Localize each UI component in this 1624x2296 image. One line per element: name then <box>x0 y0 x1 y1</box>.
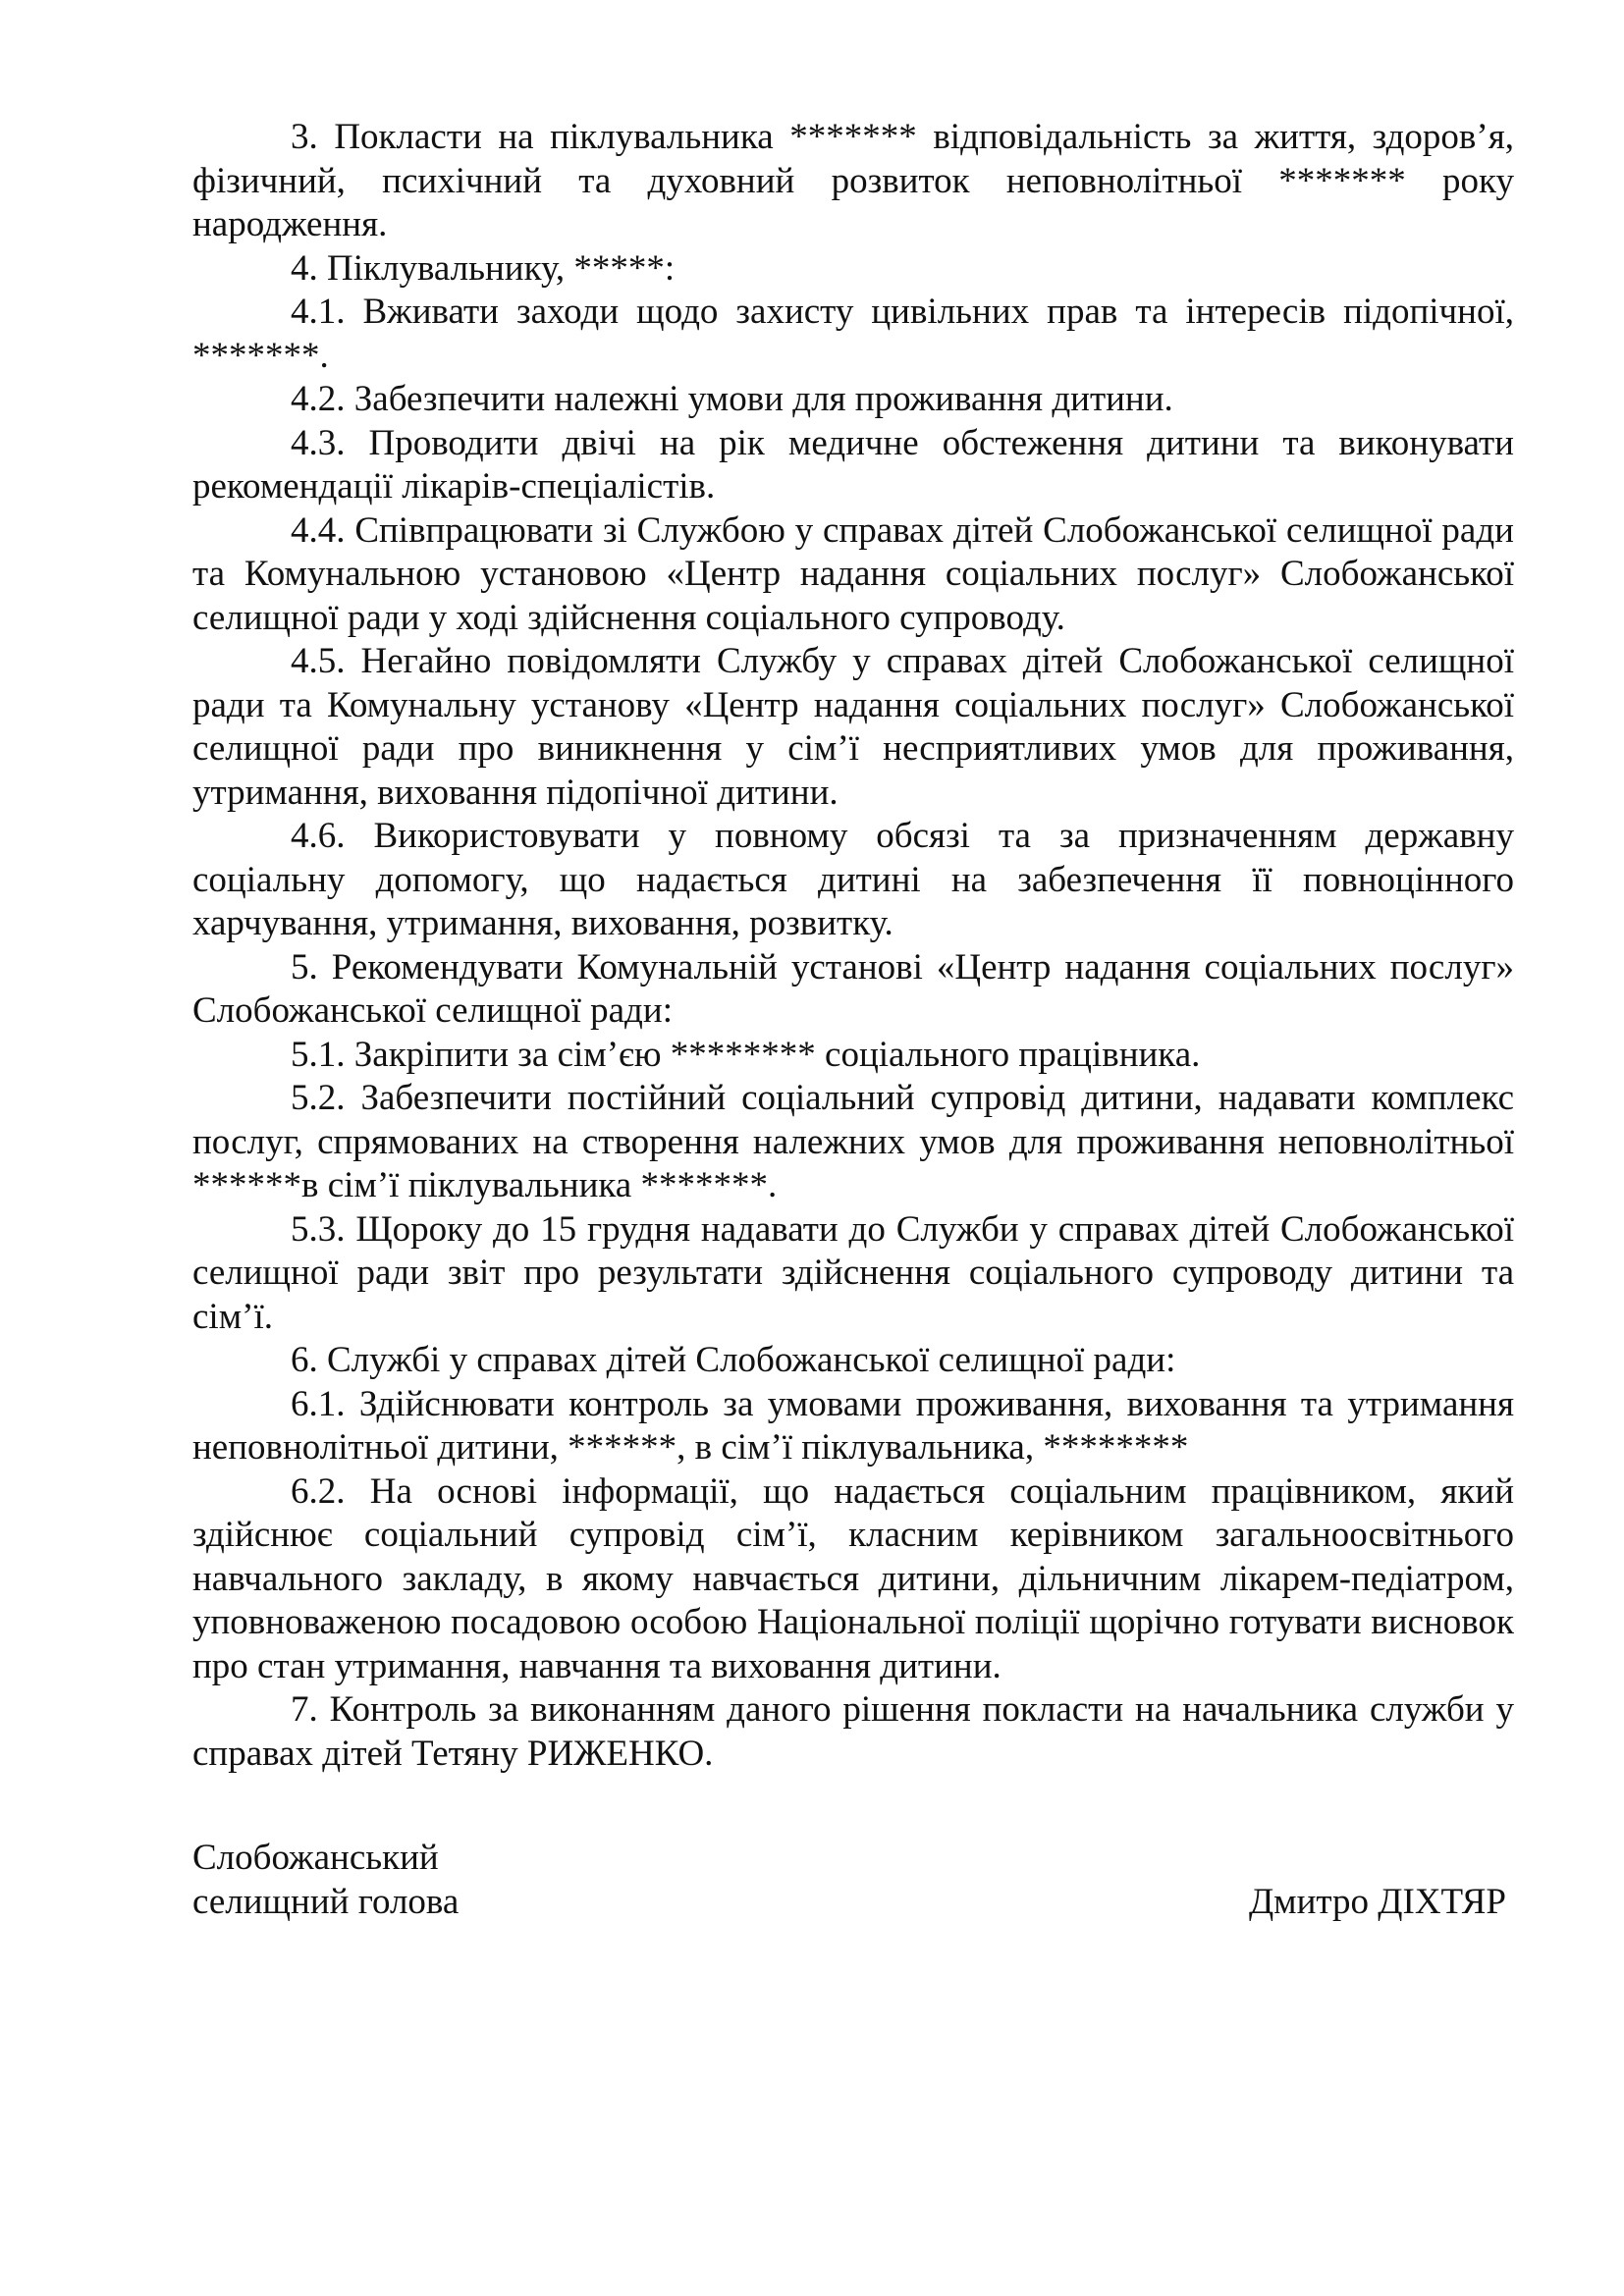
signatory-title-line-2: селищний голова <box>192 1881 460 1922</box>
paragraph-6: 6. Службі у справах дітей Слобожанської селищної ради: <box>291 1340 1176 1380</box>
paragraph-6-2: 6.2. На основі інформації, що надається соціальним працівником, який здійснює соціальний супровід сім’ї, класним керівником загальноосвітнього навчального закладу, в якому навчається дитини, дільничним лікарем-педіатром, уповноваженою посадовою особою Національної поліції щорічно готувати висновок про стан утримання, навчання та виховання дитини. <box>192 1470 1514 1686</box>
paragraph-4-6: 4.6. Використовувати у повному обсязі та за призначенням державну соціальну допомогу, що надається дитині на забезпечення її повноцінного харчування, утримання, виховання, розвитку. <box>192 816 1514 943</box>
paragraph-5-3: 5.3. Щороку до 15 грудня надавати до Служби у справах дітей Слобожанської селищної ради звіт про результати здійснення соціального супроводу дитини та сім’ї. <box>192 1208 1514 1337</box>
paragraph-5-1: 5.1. Закріпити за сім’єю ******** соціального працівника. <box>291 1034 1201 1075</box>
paragraph-3: 3. Покласти на піклувальника ******* відповідальність за життя, здоров’я, фізичний, психічний та духовний розвиток неповнолітньої ******* року народження. <box>192 117 1514 244</box>
signature-block <box>192 1837 1514 1924</box>
paragraph-4-1: 4.1. Вживати заходи щодо захисту цивільних прав та інтересів підопічної, *******. <box>192 292 1514 376</box>
paragraph-5: 5. Рекомендувати Комунальній установі «Центр надання соціальних послуг» Слобожанської селищної ради: <box>192 946 1514 1031</box>
paragraph-4-3: 4.3. Проводити двічі на рік медичне обстеження дитини та виконувати рекомендації лікарів-спеціалістів. <box>192 422 1514 507</box>
signatory-name: Дмитро ДІХТЯР <box>1248 1881 1506 1922</box>
document-page <box>192 116 1514 1924</box>
paragraph-4: 4. Піклувальнику, *****: <box>291 247 676 289</box>
signatory-title-line-1: Слобожанський <box>192 1838 439 1878</box>
paragraph-4-2: 4.2. Забезпечити належні умови для проживання дитини. <box>291 379 1173 419</box>
paragraph-6-1: 6.1. Здійснювати контроль за умовами проживання, виховання та утримання неповнолітньої дитини, ******, в сім’ї піклувальника, ******** <box>192 1383 1514 1468</box>
paragraph-4-5: 4.5. Негайно повідомляти Службу у справах дітей Слобожанської селищної ради та Комунальну установу «Центр надання соціальних послуг» Слобожанської селищної ради про виникнення у сім’ї несприятливих умов для проживання, утримання, виховання підопічної дитини. <box>192 641 1514 813</box>
signatory-title <box>192 1837 459 1924</box>
paragraph-4-4: 4.4. Співпрацювати зі Службою у справах дітей Слобожанської селищної ради та Комунальною установою «Центр надання соціальних послуг» Слобожанської селищної ради у ході здійснення соціального супроводу. <box>192 509 1514 638</box>
paragraph-7: 7. Контроль за виконанням даного рішення покласти на начальника служби у справах дітей Тетяну РИЖЕНКО. <box>192 1689 1514 1774</box>
paragraph-5-2: 5.2. Забезпечити постійний соціальний супровід дитини, надавати комплекс послуг, спрямованих на створення належних умов для проживання неповнолітньої ******в сім’ї піклувальника *******. <box>192 1078 1514 1205</box>
